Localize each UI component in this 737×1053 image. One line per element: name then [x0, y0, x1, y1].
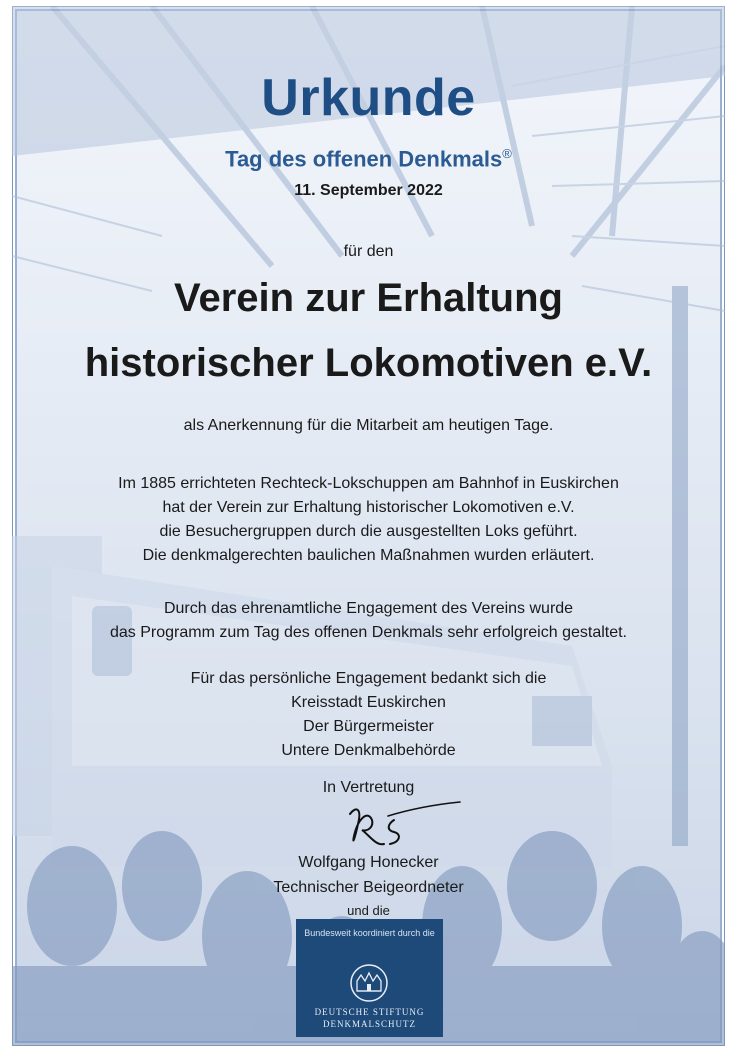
denkmalschutz-emblem-icon — [349, 963, 389, 1003]
paragraph-line: Kreisstadt Euskirchen — [291, 694, 446, 711]
recipient-name-line-1: Verein zur Erhaltung — [174, 276, 563, 320]
paragraph-line: Für das persönliche Engagement bedankt sich die — [190, 670, 547, 687]
paragraph-line: Durch das ehrenamtliche Engagement des Vereins wurde — [163, 600, 574, 617]
recipient-name-line-2: historischer Lokomotiven e.V. — [84, 341, 653, 385]
signer-name: Wolfgang Honecker — [298, 854, 439, 871]
certificate-frame — [12, 6, 725, 1046]
event-date: 11. September 2022 — [294, 182, 443, 199]
logo-org-line-1: DEUTSCHE STIFTUNG — [314, 1007, 425, 1017]
for-label: für den — [343, 243, 394, 260]
description-paragraph-1 — [52, 472, 685, 568]
paragraph-line: Im 1885 errichteten Rechteck-Lokschuppen am Bahnhof in Euskirchen — [118, 475, 619, 492]
registered-mark: ® — [502, 146, 512, 161]
paragraph-line: das Programm zum Tag des offenen Denkmals sehr erfolgreich gestaltet. — [110, 624, 627, 641]
paragraph-line: Untere Denkmalbehörde — [281, 742, 456, 759]
paragraph-line: Die denkmalgerechten baulichen Maßnahmen wurden erläutert. — [142, 547, 595, 564]
thanks-paragraph — [52, 667, 685, 763]
paragraph-line: hat der Verein zur Erhaltung historischer Lokomotiven e.V. — [162, 499, 575, 516]
paragraph-line: die Besuchergruppen durch die ausgestellten Loks geführt. — [159, 523, 578, 540]
and-label: und die — [347, 903, 390, 918]
recognition-text: als Anerkennung für die Mitarbeit am heutigen Tage. — [183, 417, 554, 434]
certificate-content — [12, 6, 725, 1046]
paragraph-line: Der Bürgermeister — [303, 718, 434, 735]
certificate-title: Urkunde — [261, 69, 476, 127]
logo-org-line-2: DENKMALSCHUTZ — [323, 1019, 416, 1029]
handwritten-signature — [328, 796, 468, 856]
logo-caption: Bundesweit koordiniert durch die — [304, 928, 435, 938]
event-name-text: Tag des offenen Denkmals — [225, 146, 503, 172]
in-vertretung-label: In Vertretung — [322, 779, 415, 796]
description-paragraph-2 — [52, 597, 685, 645]
deutsche-stiftung-denkmalschutz-logo — [296, 919, 443, 1037]
event-name — [12, 146, 725, 172]
signer-title: Technischer Beigeordneter — [273, 879, 464, 896]
